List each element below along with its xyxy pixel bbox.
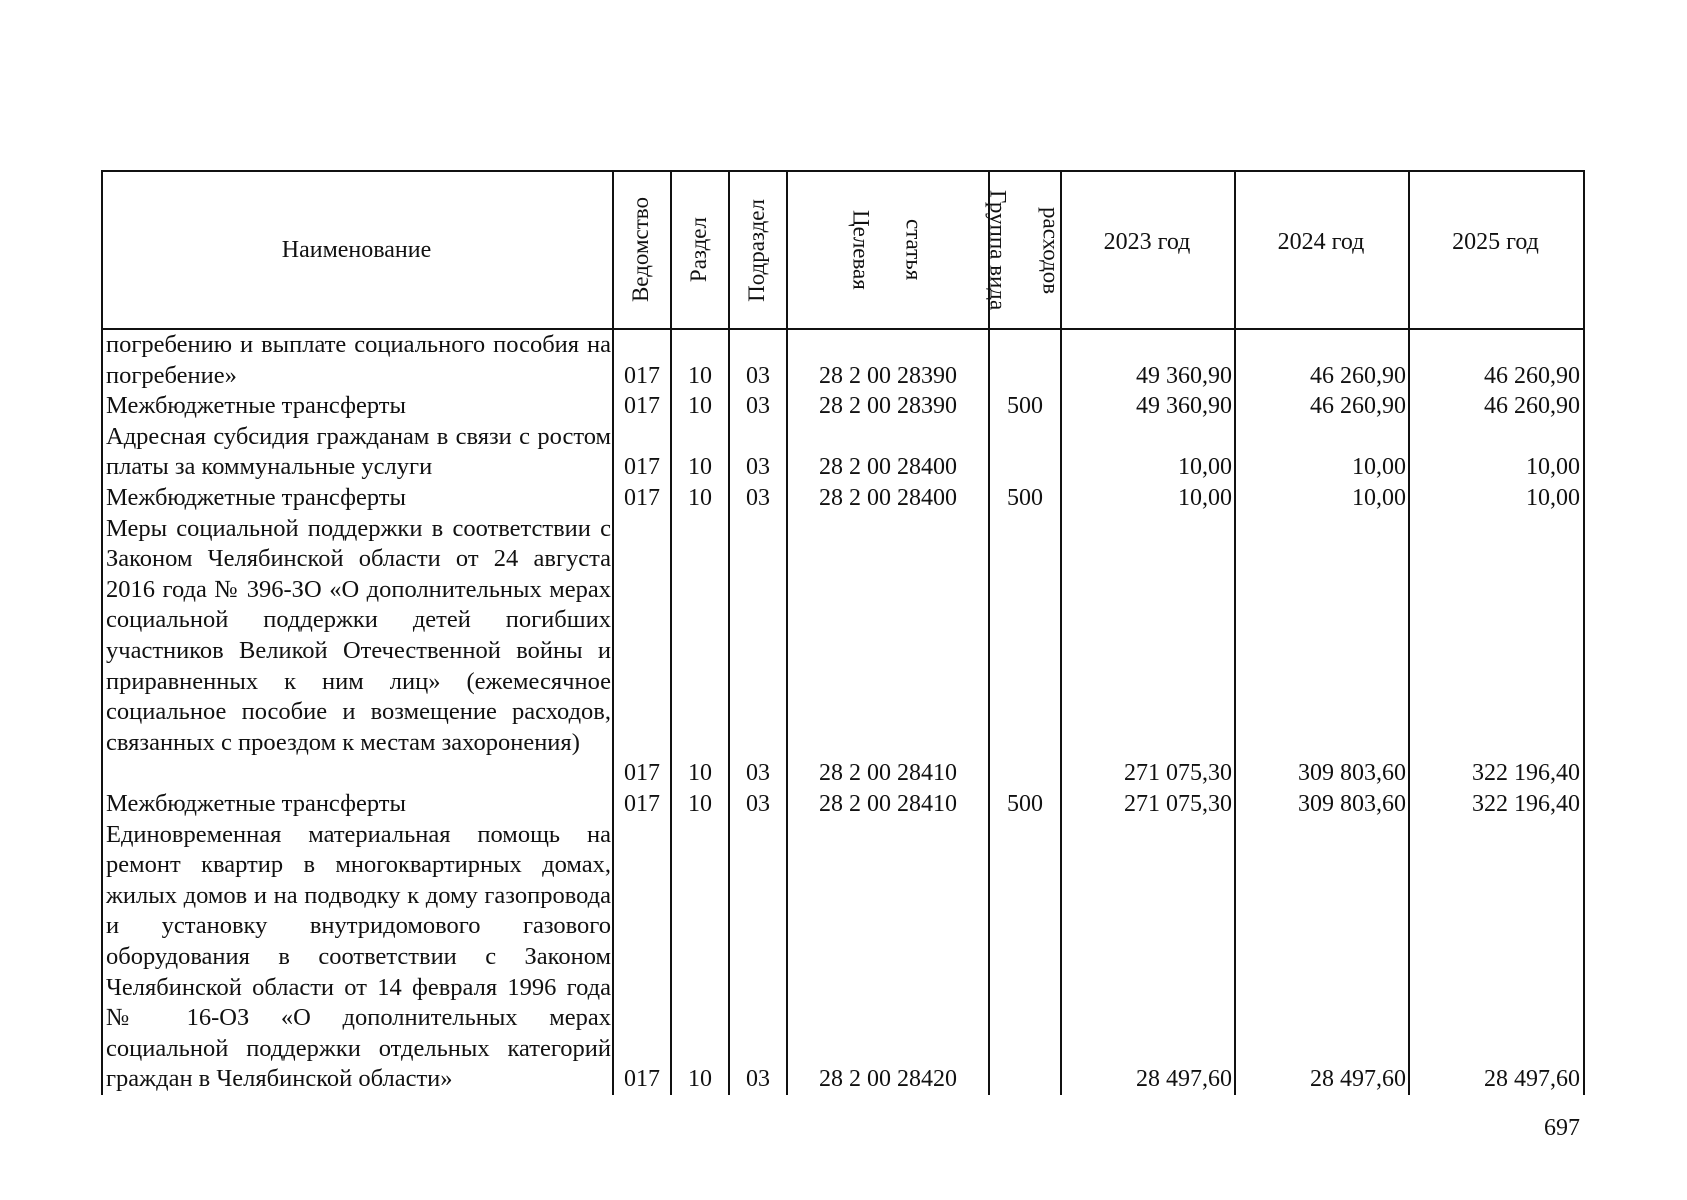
cell-2024: 309 803,60 (1298, 760, 1406, 787)
cell-podrazdel: 03 (746, 760, 770, 787)
row-name: Межбюджетные трансферты (106, 483, 406, 511)
cell-2025: 46 260,90 (1484, 393, 1580, 420)
cell-celevaya: 28 2 00 28400 (819, 454, 957, 481)
table-row (0, 820, 1687, 1095)
cell-2023: 10,00 (1178, 484, 1232, 511)
row-name: Адресная субсидия гражданам в связи с ростом платы за коммунальные услуги (106, 422, 611, 481)
table-row (0, 391, 1687, 422)
table-row (0, 514, 1687, 789)
cell-gruppa (990, 758, 1060, 789)
header-2024: 2024 год (1277, 228, 1365, 255)
cell-celevaya: 28 2 00 28410 (819, 790, 957, 817)
cell-celevaya: 28 2 00 28420 (819, 1066, 957, 1093)
table-row (0, 422, 1687, 483)
header-2023: 2023 год (1103, 228, 1191, 255)
cell-razdel: 10 (688, 484, 712, 511)
row-name: Межбюджетные трансферты (106, 789, 406, 817)
cell-gruppa: 500 (1007, 790, 1043, 817)
cell-2024: 28 497,60 (1310, 1066, 1406, 1093)
header-celevaya-statya: Целевая статья (848, 210, 927, 290)
cell-razdel: 10 (688, 362, 712, 389)
page-number: 697 (1544, 1115, 1580, 1141)
row-name: Межбюджетные трансферты (106, 392, 406, 420)
row-name: Единовременная материальная помощь на ремонт квартир в многоквартирных домах, жилых домов и на подводку к дому газопровода и установку внутридомового газового оборудования в соответствии с Законом Челябинской области от 14 февраля 1996 года № 16-ОЗ «О дополнительных мерах социальной поддержки отдельных категорий граждан в Челябинской области» (106, 820, 611, 1093)
cell-celevaya: 28 2 00 28390 (819, 393, 957, 420)
cell-2025: 10,00 (1526, 484, 1580, 511)
header-name: Наименование (281, 236, 432, 263)
header-2025: 2025 год (1452, 228, 1539, 255)
cell-2024: 46 260,90 (1310, 393, 1406, 420)
cell-podrazdel: 03 (746, 454, 770, 481)
cell-razdel: 10 (688, 790, 712, 817)
header-razdel: Раздел (685, 217, 711, 283)
cell-gruppa: 500 (1007, 393, 1043, 420)
cell-gruppa (990, 452, 1060, 483)
cell-vedomstvo: 017 (624, 454, 660, 481)
table-body (0, 330, 1687, 1095)
cell-podrazdel: 03 (746, 484, 770, 511)
cell-2023: 49 360,90 (1136, 362, 1232, 389)
cell-celevaya: 28 2 00 28390 (819, 362, 957, 389)
cell-2023: 271 075,30 (1124, 760, 1232, 787)
cell-razdel: 10 (688, 393, 712, 420)
header-vedomstvo: Ведомство (627, 197, 653, 303)
cell-razdel: 10 (688, 454, 712, 481)
cell-gruppa (990, 361, 1060, 392)
cell-2025: 28 497,60 (1484, 1066, 1580, 1093)
table-row (0, 330, 1687, 391)
cell-vedomstvo: 017 (624, 362, 660, 389)
cell-2025: 46 260,90 (1484, 362, 1580, 389)
cell-podrazdel: 03 (746, 790, 770, 817)
cell-2024: 46 260,90 (1310, 362, 1406, 389)
cell-2025: 10,00 (1526, 454, 1580, 481)
cell-celevaya: 28 2 00 28410 (819, 760, 957, 787)
cell-vedomstvo: 017 (624, 790, 660, 817)
cell-razdel: 10 (688, 1066, 712, 1093)
row-name: Меры социальной поддержки в соответствии с Законом Челябинской области от 24 августа 2016 года № 396-ЗО «О дополнительных мерах социальной поддержки детей погибших участников Великой Отечественной войны и приравненных к ним лиц» (ежемесячное социальное пособие и возмещение расходов, связанных с проездом к местам захоронения) (106, 514, 611, 756)
header-podrazdel: Подраздел (743, 198, 769, 302)
cell-podrazdel: 03 (746, 393, 770, 420)
cell-2024: 309 803,60 (1298, 790, 1406, 817)
cell-vedomstvo: 017 (624, 1066, 660, 1093)
table-row (0, 483, 1687, 514)
cell-2025: 322 196,40 (1472, 790, 1580, 817)
cell-2023: 49 360,90 (1136, 393, 1232, 420)
cell-gruppa (990, 1064, 1060, 1095)
cell-celevaya: 28 2 00 28400 (819, 484, 957, 511)
cell-2023: 10,00 (1178, 454, 1232, 481)
row-name: погребению и выплате социального пособия на погребение» (106, 331, 611, 389)
cell-razdel: 10 (688, 760, 712, 787)
cell-vedomstvo: 017 (624, 484, 660, 511)
table-row (0, 789, 1687, 820)
header-gruppa-vida-rashodov: Группа вида расходов (985, 189, 1064, 311)
cell-gruppa: 500 (1007, 484, 1043, 511)
cell-2024: 10,00 (1352, 454, 1406, 481)
cell-2023: 271 075,30 (1124, 790, 1232, 817)
cell-2024: 10,00 (1352, 484, 1406, 511)
cell-2023: 28 497,60 (1136, 1066, 1232, 1093)
cell-vedomstvo: 017 (624, 760, 660, 787)
cell-podrazdel: 03 (746, 1066, 770, 1093)
cell-podrazdel: 03 (746, 362, 770, 389)
cell-vedomstvo: 017 (624, 393, 660, 420)
cell-2025: 322 196,40 (1472, 760, 1580, 787)
